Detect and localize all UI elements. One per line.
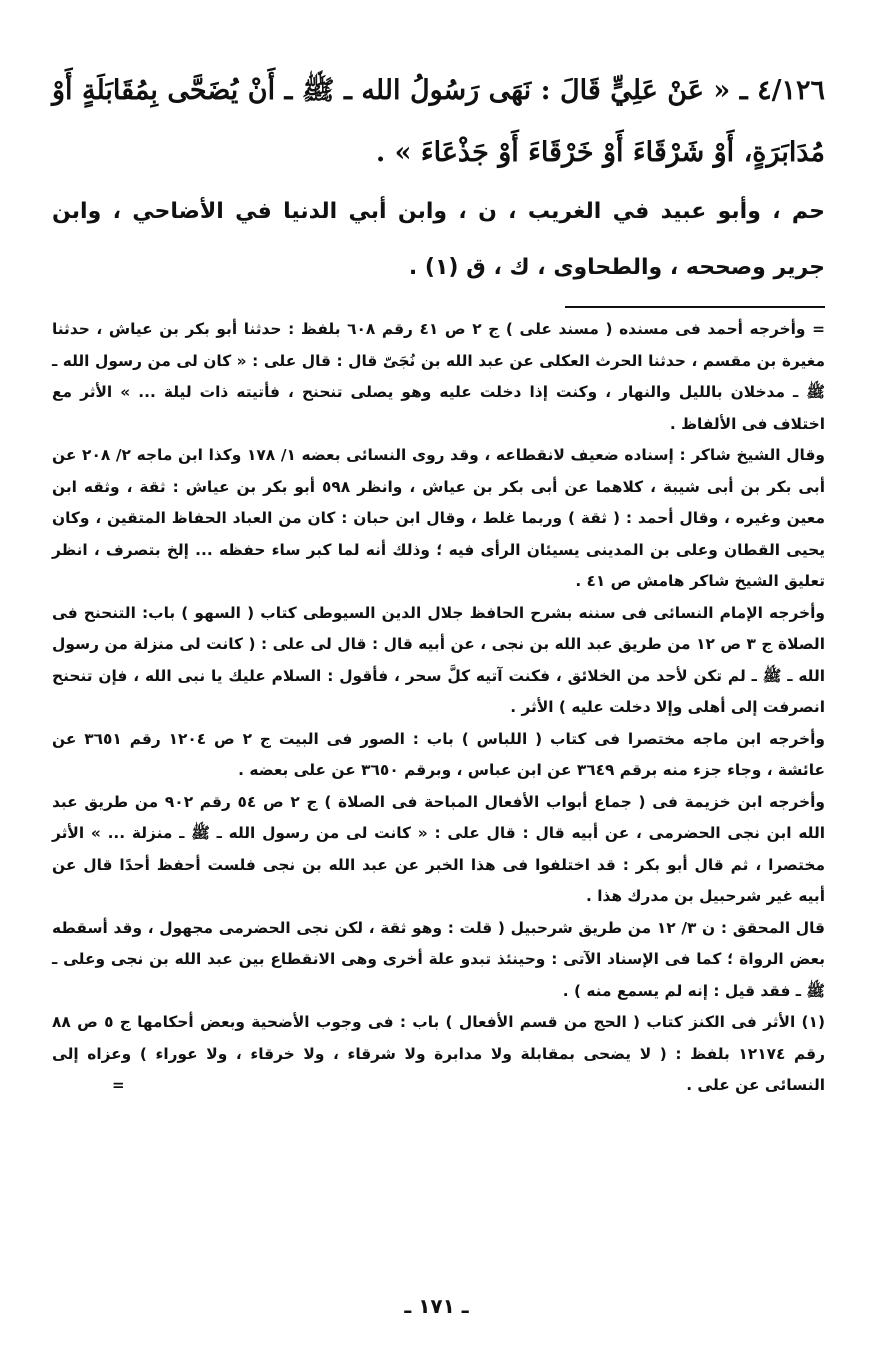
note-paragraph-4: وأخرجه ابن ماجه مختصرا فى كتاب ( اللباس ) باب : الصور فى البيت ج ٢ ص ١٢٠٤ رقم ٣٦٥١ عن عائشة ، وجاء جزء منه برقم ٣٦٤٩ عن ابن عباس ، وبرقم ٣٦٥٠ عن على بعضه . (52, 729, 825, 779)
note-paragraph-6: قال المحقق : ن ٣/ ١٢ من طريق شرحبيل ( قلت : وهو ثقة ، لكن نجى الحضرمى مجهول ، وقد أسقطه بعض الرواة ؛ كما فى الإسناد الآتى : وحينئذ تبدو علة أخرى وهى الانقطاع بين عبد الله بن نجى وعلى ـ ﷺ ـ فقد قيل : إنه لم يسمع منه ) . (52, 918, 825, 1000)
note-paragraph-1: = وأخرجه أحمد فى مسنده ( مسند على ) ج ٢ ص ٤١ رقم ٦٠٨ بلفظ : حدثنا أبو بكر بن عياش ، حدثنا مغيرة بن مقسم ، حدثنا الحرث العكلى عن عبد الله بن نُجَىّ قال : قال على : « كان لى من رسول الله ـ ﷺ ـ مدخلان بالليل والنهار ، وكنت إذا دخلت عليه وهو يصلى تنحنح ، فأتيته ذات ليلة ... » الأثر مع اختلاف فى الألفاظ . (52, 320, 825, 433)
note-paragraph-2: وقال الشيخ شاكر : إسناده ضعيف لانقطاعه ، وقد روى النسائى بعضه ١/ ١٧٨ وكذا ابن ماجه ٢/ ٢٠٨ عن أبى بكر بن أبى شيبة ، كلاهما عن أبى بكر بن عياش ، وانظر ٥٩٨ أبو بكر بن عياش : ثقة ، وثقه ابن معين وغيره ، وقال أحمد : ( ثقة ) وربما غلط ، وقال ابن حبان : كان من العباد الحفاظ المتقين ، وكان يحيى القطان وعلى بن المدينى يسيئان الرأى فيه ؛ وذلك أنه لما كبر ساء حفظه ... إلخ بتصرف ، انظر تعليق الشيخ شاكر هامش ص ٤١ . (52, 446, 825, 590)
takhrij-text: حم ، وأبو عبيد في الغريب ، ن ، وابن أبي الدنيا في الأضاحي ، وابن جرير وصححه ، والطحاوى ، ك ، ق (١) . (52, 199, 825, 280)
note-paragraph-3: وأخرجه الإمام النسائى فى سننه بشرح الحافظ جلال الدين السيوطى كتاب ( السهو ) باب: التنحنح فى الصلاة ج ٣ ص ١٢ من طريق عبد الله بن نجى ، عن أبيه قال : قال لى على : ( كانت لى منزلة من رسول الله ـ ﷺ ـ لم تكن لأحد من الخلائق ، فكنت آتيه كلَّ سحر ، فأقول : السلام عليك يا نبى الله ، فإن تنحنح انصرفت إلى أهلى وإلا دخلت عليه ) الأثر . (52, 603, 825, 716)
page-number: ـ ١٧١ ـ (404, 1294, 469, 1318)
footnote-1 (52, 1007, 825, 1102)
footnote-separator (565, 306, 825, 308)
hadith-text: ٤/١٢٦ ـ « عَنْ عَلِيٍّ قَالَ : نَهَى رَسُولُ الله ـ ﷺ ـ أَنْ يُضَحَّى بِمُقَابَلَةٍ أَوْ مُدَابَرَةٍ، أَوْ شَرْقَاءَ أَوْ خَرْقَاءَ أَوْ جَذْعَاءَ » . (52, 75, 825, 168)
footnote-1-text: (١) الأثر فى الكنز كتاب ( الحج من قسم الأفعال ) باب : فى وجوب الأضحية وبعض أحكامها ج ٥ ص ٨٨ رقم ١٢١٧٤ بلفظ : ( لا يضحى بمقابلة ولا مدابرة ولا شرقاء ، ولا خرقاء ، ولا عوراء ) وعزاه إلى النسائى عن على . (52, 1013, 825, 1094)
footnotes-section (52, 314, 825, 1102)
continuation-mark: = (112, 1076, 125, 1094)
page-content (52, 60, 825, 1102)
note-paragraph-5: وأخرجه ابن خزيمة فى ( جماع أبواب الأفعال المباحة فى الصلاة ) ج ٢ ص ٥٤ رقم ٩٠٢ من طريق عبد الله ابن نجى الحضرمى ، عن أبيه قال : قال على : « كانت لى من رسول الله ـ ﷺ ـ منزلة ... » الأثر مختصرا ، ثم قال أبو بكر : قد اختلفوا فى هذا الخبر عن عبد الله بن نجى فلست أحفظ أحدًا قال عن أبيه غير شرحبيل بن مدرك هذا . (52, 792, 825, 905)
